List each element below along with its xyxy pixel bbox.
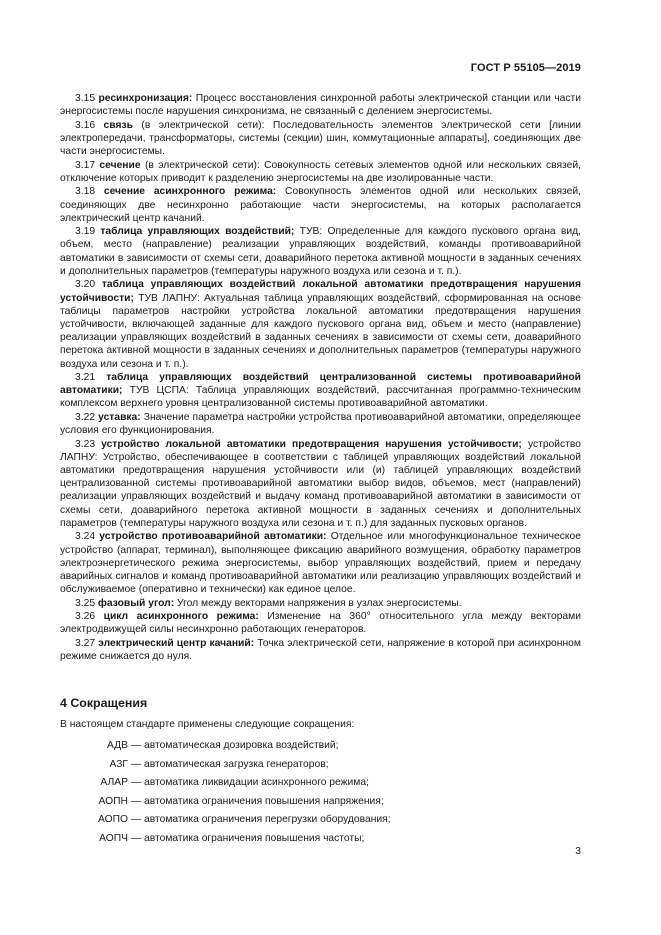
definition-text: (в электрической сети): Последовательность элементов электрической сети [линии электропередачи, трансформаторы, системы (секции) шин, коммутационные аппараты], соединяющих две части энергосистемы.: [60, 119, 581, 158]
definition-paragraph: [60, 597, 581, 610]
definition-paragraph: [60, 92, 581, 118]
abbreviations-list: [60, 737, 581, 849]
definition-term: ресинхронизация:: [98, 93, 193, 104]
definition-text: ТУВ: Определенные для каждого пускового органа вид, объем, место (направление) реализации управляющих воздействий, команды противоаварийной автоматики в зависимости от схемы сети, доаварийного перетока активной мощности в заданных сечениях и дополнительных параметров (температуры наружного воздуха или сезона и т. п.).: [60, 226, 581, 277]
definition-number: 3.16: [75, 119, 96, 131]
definition-term: цикл асинхронного режима:: [103, 611, 259, 623]
definition-number: 3.18: [75, 186, 96, 198]
definitions-block: [60, 92, 581, 664]
abbreviation-meaning: автоматика ограничения повышения напряжения;: [144, 795, 384, 807]
section-intro: В настоящем стандарте применены следующие сокращения:: [60, 719, 355, 730]
definition-text: ТУВ ЦСПА: Таблица управляющих воздействий, рассчитанная программно-техническим комплексом верхнего уровня централизованной системы противоаварийной автоматики.: [60, 385, 581, 410]
definition-paragraph: [60, 411, 581, 437]
definition-paragraph: [60, 225, 581, 278]
definition-number: 3.26: [75, 611, 96, 623]
abbreviation-item: АОПН — автоматика ограничения повышения напряжения;: [60, 793, 581, 812]
definition-text: Отдельное или многофункциональное техническое устройство (аппарат, терминал), выполняющее фиксацию аварийного возмущения, обработку параметров электроэнергетического режима энергосистемы, выбор управляющих воздействий, прием и передачу аварийных сигналов и команд противоаварийной автоматики или реализацию управляющих воздействий и обслуживаемое (оперативно и технически) как единое целое.: [60, 531, 581, 596]
definition-text: ТУВ ЛАПНУ: Актуальная таблица управляющих воздействий, сформированная на основе таблицы параметров настройки устройства локальной автоматики предотвращения нарушения устойчивости, включающей заданные для каждого пускового органа вид, объем и место (направление) реализации управляющих воздействий в заданных сечениях в зависимости от схемы сети, доаварийного перетока активной мощности в заданных сечениях и дополнительных параметров (температуры наружного воздуха или сезона и т. п.).: [60, 292, 581, 370]
definition-paragraph: [60, 371, 581, 411]
definition-term: связь: [103, 119, 133, 131]
abbreviation-item: АОПО — автоматика ограничения перегрузки оборудования;: [60, 811, 581, 830]
definition-paragraph: [60, 610, 581, 636]
abbreviation-code: АЛАР: [100, 777, 128, 789]
definition-number: 3.15: [75, 93, 96, 104]
definition-text: Значение параметра настройки устройства противоаварийной автоматики, определяющее условия его функционирования.: [60, 411, 581, 437]
definition-number: 3.24: [75, 531, 96, 543]
abbreviation-code: АОПО: [97, 814, 128, 826]
definition-term: уставка:: [98, 411, 141, 423]
definition-term: сечение асинхронного режима:: [103, 186, 277, 198]
abbreviation-code: АОПЧ: [99, 832, 128, 844]
section-heading: 4 Сокращения: [60, 696, 148, 710]
definition-term: электрический центр качаний:: [98, 637, 255, 649]
standard-code-header: ГОСТ Р 55105—2019: [470, 62, 581, 74]
abbreviation-meaning: автоматика ликвидации асинхронного режима;: [144, 777, 369, 789]
definition-number: 3.25: [75, 597, 96, 609]
definition-text: устройство ЛАПНУ: Устройство, обеспечивающее в соответствии с таблицей управляющих воздействий локальной автоматики предотвращения нарушения устойчивости или (и) таблицей управляющих воздействий централизованной системы противоаварийной автоматики выбор видов, объемов, мест (направлений) реализации управляющих воздействий и выдачу команд противоаварийной автоматики в зависимости от схемы сети, доаварийного перетока активной мощности в заданных сечениях и дополнительных параметров (температуры наружного воздуха или сезона и т. п.) для заданных пусковых органов.: [60, 438, 581, 529]
definition-number: 3.17: [75, 159, 96, 171]
definition-paragraph: [60, 637, 581, 663]
abbreviation-code: АДВ: [106, 740, 128, 751]
definition-text: Процесс восстановления синхронной работы электрической станции или части энергосистемы после нарушения синхронизма, не связанный с делением энергосистемы.: [60, 93, 581, 118]
definition-text: Совокупность элементов одной или нескольких связей, соединяющих две несинхронно работающие части энергосистемы, на которых располагается электрический центр качаний.: [60, 186, 581, 224]
definition-text: Точка электрической сети, напряжение в которой при асинхронном режиме снижается до нуля.: [60, 637, 581, 663]
definition-number: 3.19: [75, 226, 96, 238]
definition-number: 3.21: [75, 372, 96, 384]
definition-term: фазовый угол:: [97, 597, 175, 609]
definition-term: таблица управляющих воздействий централизованной системы противоаварийной автоматики;: [60, 372, 581, 397]
definition-term: сечение: [99, 159, 141, 171]
definition-term: устройство локальной автоматики предотвращения нарушения устойчивости;: [101, 438, 522, 450]
definition-number: 3.22: [75, 411, 96, 423]
abbreviation-meaning: автоматика ограничения повышения частоты;: [144, 832, 365, 844]
definition-term: устройство противоаварийной автоматики:: [99, 531, 327, 543]
definition-text: (в электрической сети): Совокупность сетевых элементов одной или нескольких связей, отключение которых приводит к разделению энергосистемы на две изолированные части.: [60, 159, 581, 184]
abbreviation-meaning: автоматическая загрузка генераторов;: [144, 758, 329, 770]
definition-paragraph: [60, 278, 581, 370]
definition-paragraph: [60, 185, 581, 225]
page-number: 3: [575, 846, 581, 857]
definition-paragraph: [60, 119, 581, 159]
definition-number: 3.20: [75, 279, 96, 291]
definition-paragraph: [60, 159, 581, 185]
definition-number: 3.27: [75, 637, 96, 649]
abbreviation-item: АЛАР — автоматика ликвидации асинхронного режима;: [60, 774, 581, 793]
definition-text: Угол между векторами напряжения в узлах энергосистемы.: [177, 597, 462, 609]
definition-paragraph: [60, 438, 581, 530]
abbreviation-code: АЗГ: [109, 758, 128, 770]
definition-number: 3.23: [75, 438, 96, 450]
definition-text: Изменение на 360° относительного угла между векторами электродвижущей силы несинхронно работающих генераторов.: [60, 611, 581, 636]
abbreviation-item: АОПЧ — автоматика ограничения повышения частоты;: [60, 830, 581, 849]
definition-term: таблица управляющих воздействий;: [100, 226, 295, 238]
definition-term: таблица управляющих воздействий локальной автоматики предотвращения нарушения устойчивости;: [60, 279, 581, 304]
abbreviation-meaning: автоматическая дозировка воздействий;: [144, 740, 339, 751]
abbreviation-code: АОПН: [98, 795, 128, 807]
abbreviation-meaning: автоматика ограничения перегрузки оборудования;: [144, 814, 391, 826]
abbreviation-item: АДВ — автоматическая дозировка воздействий;: [60, 737, 581, 756]
abbreviation-item: АЗГ — автоматическая загрузка генераторов;: [60, 756, 581, 775]
definition-paragraph: [60, 530, 581, 596]
